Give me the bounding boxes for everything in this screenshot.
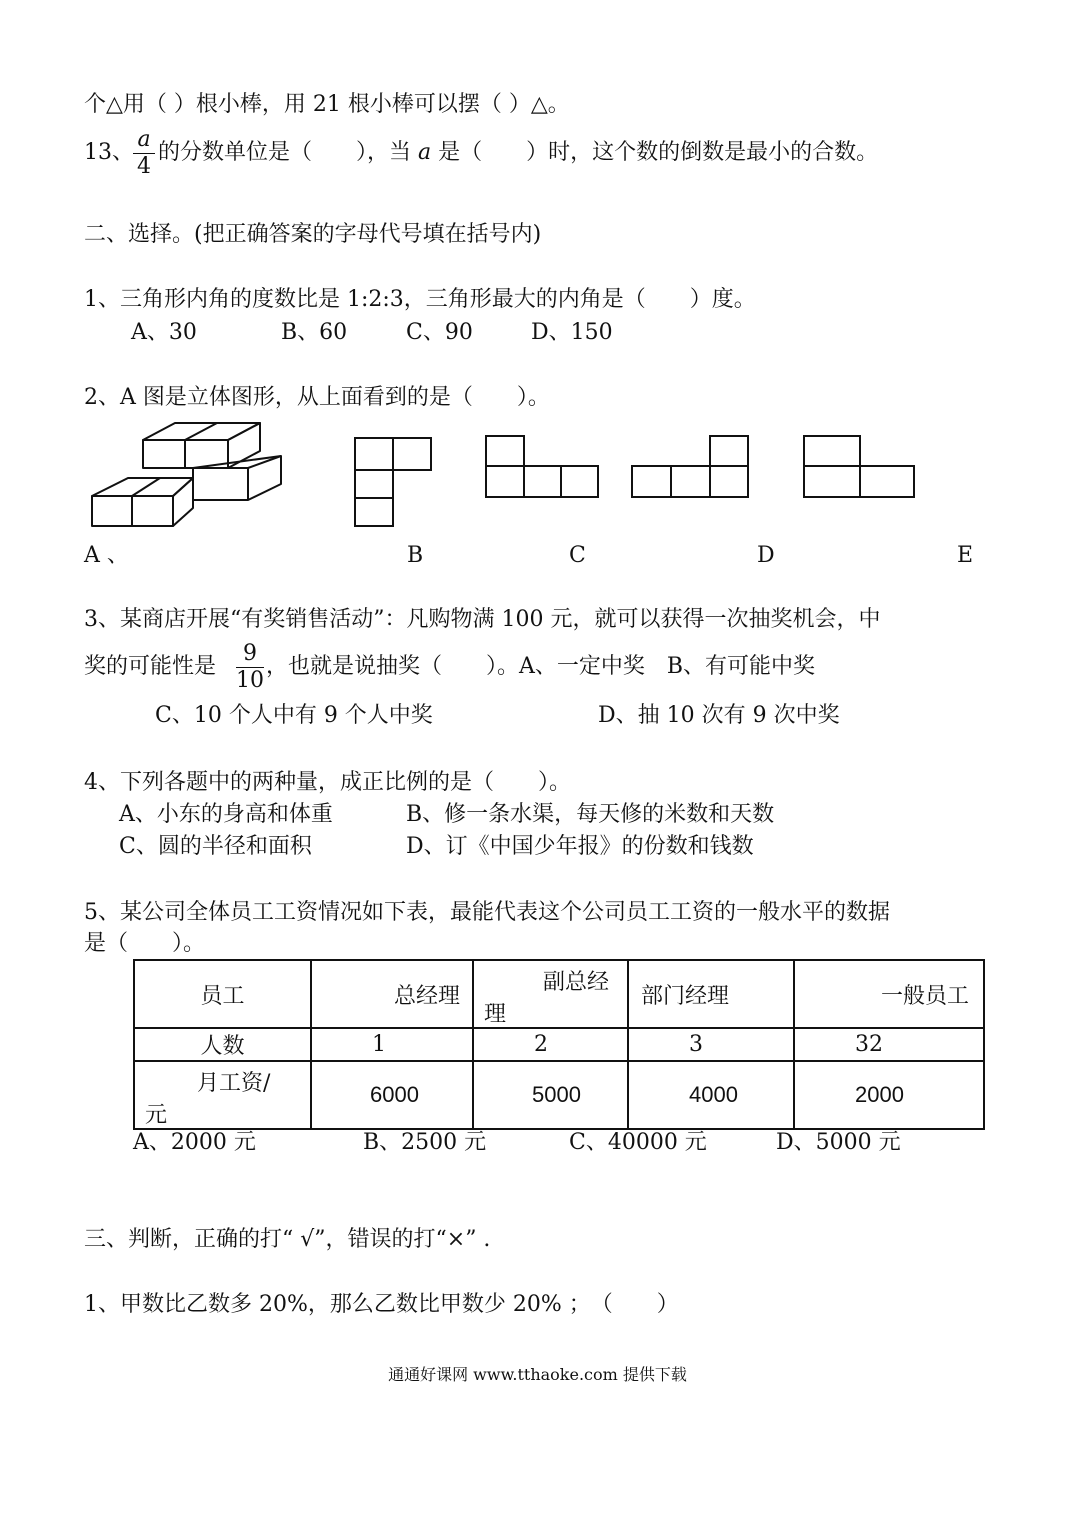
cell-headcount-gm — [311, 1028, 473, 1061]
headcount-staff: 32 — [855, 1032, 883, 1057]
q13-frac-den: 4 — [137, 154, 151, 179]
section2-title: 二、选择。(把正确答案的字母代号填在括号内) — [84, 222, 542, 247]
c3-option-d: D、抽 10 次有 9 次中奖 — [598, 703, 840, 728]
headcount-gm: 1 — [372, 1032, 386, 1057]
c2-question: 2、A 图是立体图形，从上面看到的是（ ）。 — [84, 385, 550, 410]
salary-table — [133, 959, 985, 1130]
c1-option-c: C、90 — [406, 320, 473, 345]
c3-frac-num: 9 — [243, 641, 257, 666]
header-dept-manager-label: 部门经理 — [641, 983, 730, 1009]
header-general-staff-label: 一般员工 — [880, 983, 969, 1009]
header-deputy-gm-label-b: 理 — [484, 1002, 507, 1027]
cell-salary-gm — [311, 1061, 473, 1129]
c3-line2a: 奖的可能性是 — [84, 654, 217, 679]
c4-option-a: A、小东的身高和体重 — [119, 802, 333, 827]
headcount-dept: 3 — [689, 1032, 703, 1057]
header-deputy-gm-label-a: 副总经 — [542, 970, 609, 995]
section3-title: 三、判断，正确的打“ √”，错误的打“×” . — [84, 1227, 491, 1252]
c2-label-a: A 、 — [84, 543, 129, 568]
q13-text-b: 是（ ）时，这个数的倒数是最小的合数。 — [431, 140, 879, 165]
row-label-headcount — [134, 1028, 311, 1061]
c4-option-c: C、圆的半径和面积 — [119, 834, 312, 859]
c4-option-d: D、订《中国少年报》的份数和钱数 — [406, 834, 754, 859]
cell-headcount-deputy — [473, 1028, 628, 1061]
cell-salary-dept — [628, 1061, 794, 1129]
salary-label-b: 元 — [145, 1103, 168, 1128]
cell-salary-staff — [794, 1061, 984, 1129]
header-cell-deputy-gm — [473, 960, 628, 1028]
headcount-deputy: 2 — [534, 1032, 548, 1057]
page-footer: 通通好课网 www.tthaoke.com 提供下载 — [388, 1365, 687, 1384]
table-row-headcount — [134, 1028, 984, 1061]
c5-option-c: C、40000 元 — [569, 1130, 707, 1155]
q13-text — [158, 138, 878, 168]
c4-option-b: B、修一条水渠，每天修的米数和天数 — [406, 802, 775, 827]
header-cell-employee — [134, 960, 311, 1028]
figure-c-top-view — [484, 434, 602, 500]
figure-b-top-view — [353, 436, 437, 530]
cell-salary-deputy — [473, 1061, 628, 1129]
figure-d-top-view — [630, 434, 752, 500]
headcount-label: 人数 — [200, 1034, 245, 1059]
salary-staff: 2000 — [855, 1082, 904, 1107]
header-cell-gm — [311, 960, 473, 1028]
table-row-salary — [134, 1061, 984, 1129]
c1-option-d: D、150 — [531, 320, 613, 345]
salary-gm: 6000 — [370, 1082, 419, 1107]
c3-fraction — [236, 642, 264, 693]
c1-question: 1、三角形内角的度数比是 1:2:3，三角形最大的内角是（ ）度。 — [84, 287, 756, 312]
table-header-row — [134, 960, 984, 1028]
c5-option-a: A、2000 元 — [133, 1130, 256, 1155]
salary-deputy: 5000 — [532, 1082, 581, 1107]
q13-frac-num: a — [137, 127, 151, 152]
c2-label-b: B — [407, 543, 424, 568]
salary-dept: 4000 — [689, 1082, 738, 1107]
q13-fraction — [133, 128, 155, 179]
salary-label-a: 月工资/ — [197, 1071, 271, 1096]
row-label-salary — [134, 1061, 311, 1129]
c1-option-b: B、60 — [281, 320, 348, 345]
c4-question: 4、下列各题中的两种量，成正比例的是（ ）。 — [84, 770, 571, 795]
q12-tail: 个△用（ ）根小棒，用 21 根小棒可以摆（ ）△。 — [84, 92, 570, 117]
c2-label-d: D — [757, 543, 775, 568]
header-cell-general-staff — [794, 960, 984, 1028]
c3-option-c: C、10 个人中有 9 个人中奖 — [155, 703, 433, 728]
c2-label-e: E — [957, 543, 974, 568]
header-cell-dept-manager — [628, 960, 794, 1028]
c3-line1: 3、某商店开展“有奖销售活动”：凡购物满 100 元，就可以获得一次抽奖机会，中 — [84, 607, 881, 632]
c2-label-c: C — [569, 543, 586, 568]
c3-line2b: ，也就是说抽奖（ ）。A、一定中奖 B、有可能中奖 — [266, 654, 816, 679]
q13-var: a — [418, 140, 432, 165]
cell-headcount-staff — [794, 1028, 984, 1061]
c5-option-d: D、5000 元 — [776, 1130, 901, 1155]
c1-option-a: A、30 — [131, 320, 197, 345]
c3-frac-den: 10 — [236, 668, 264, 693]
c5-option-b: B、2500 元 — [363, 1130, 487, 1155]
cell-headcount-dept — [628, 1028, 794, 1061]
q13-number: 13、 — [84, 140, 134, 165]
figure-a-3d-solid — [88, 418, 288, 530]
q13-text-a: 的分数单位是（ ），当 — [158, 140, 418, 165]
figure-e-top-view — [802, 434, 918, 500]
j1-statement: 1、甲数比乙数多 20%，那么乙数比甲数少 20% ； （ ） — [84, 1292, 679, 1317]
c5-line2: 是（ ）。 — [84, 931, 206, 956]
header-gm-label: 总经理 — [393, 983, 460, 1009]
header-employee-label: 员工 — [200, 983, 245, 1009]
c5-line1: 5、某公司全体员工工资情况如下表，最能代表这个公司员工工资的一般水平的数据 — [84, 900, 890, 925]
